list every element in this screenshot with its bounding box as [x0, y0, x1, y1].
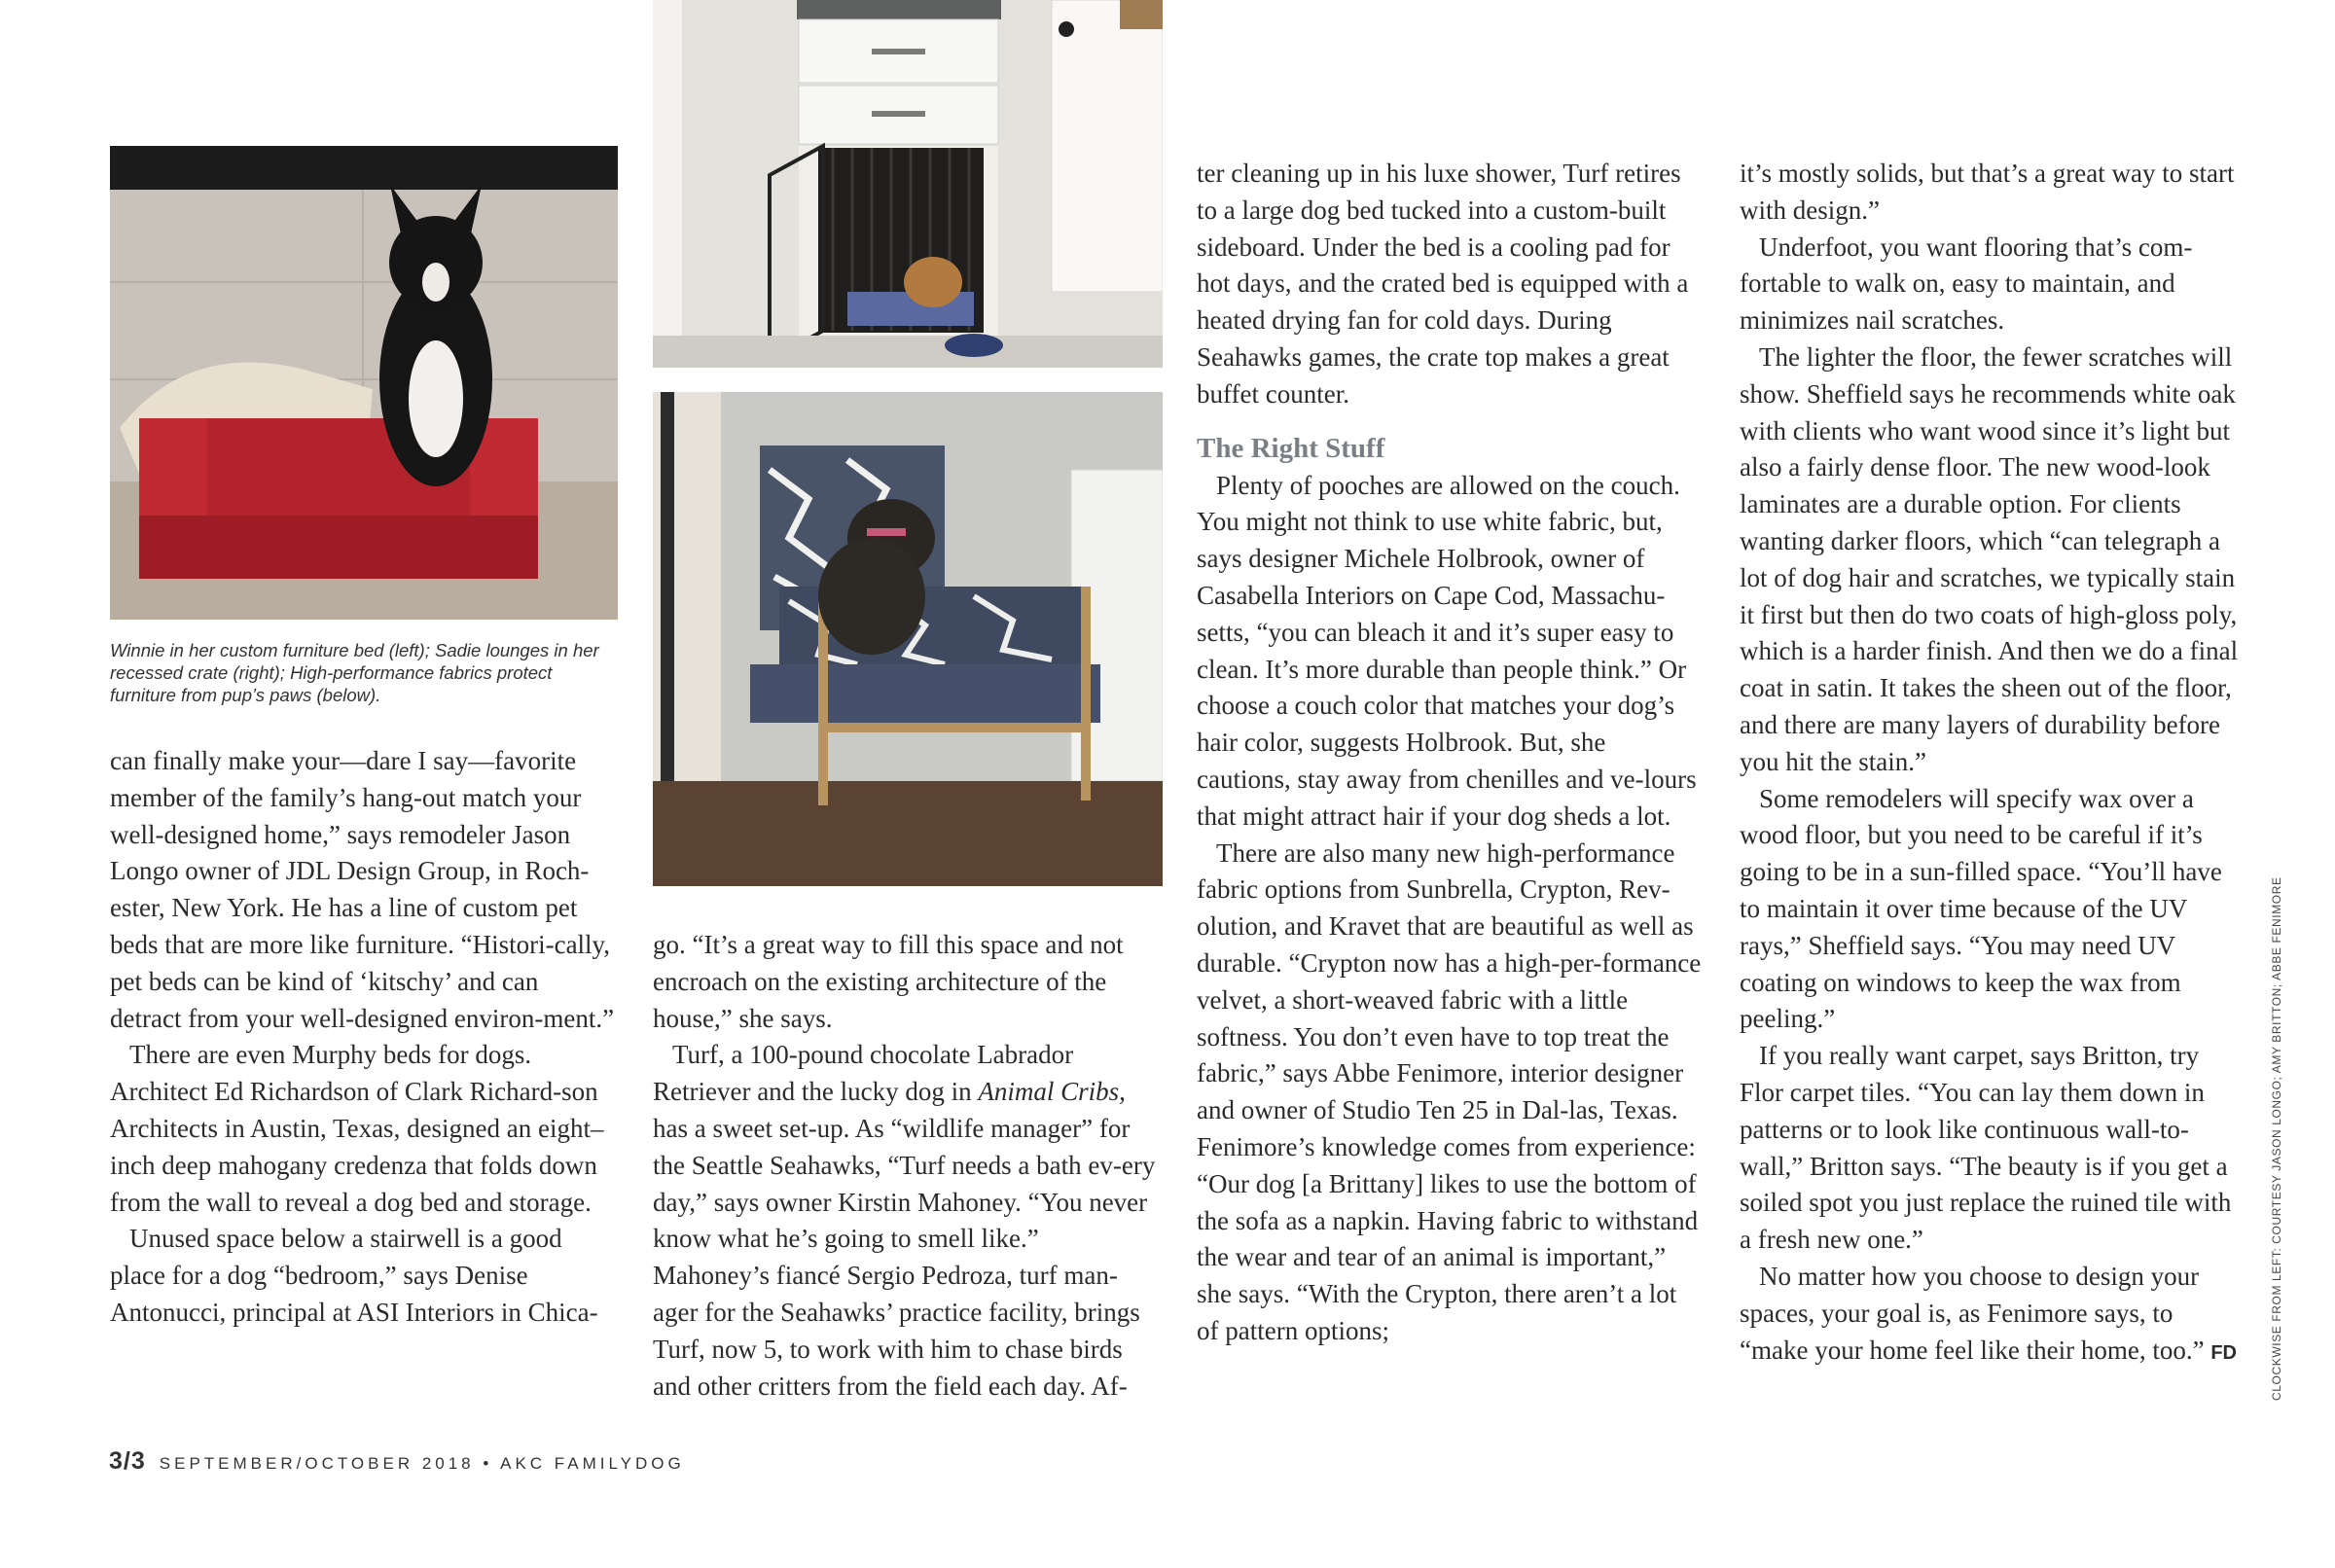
paragraph: go. “It’s a great way to fill this space and not encroach on the existing architecture of the house,” she says.: [653, 930, 1124, 1033]
paragraph: There are also many new high-performance fabric options from Sunbrella, Crypton, Rev-olution, and Kravet that are beautiful as well as durable. “Crypton now has a high-per-formance velvet, a short-weaved fabric with a little softness. You don’t even have to top treat the fabric,” says Abbe Fenimore, interior designer and owner of Studio Ten 25 in Dal-las, Texas. Fenimore’s knowledge comes from experience: “Our dog [a Brittany] likes to use the bottom of the sofa as a napkin. Having fabric to withstand the wear and tear of an animal is important,” she says. “With the Crypton, there aren’t a lot of pattern options;: [1197, 837, 1702, 1345]
paragraph: it’s mostly solids, but that’s a great way to start with design.”: [1740, 159, 2235, 225]
paragraph: ter cleaning up in his luxe shower, Turf retires to a large dog bed tucked into a custom-built sideboard. Under the bed is a cooling pad for hot days, and the crated bed is equipped with a heated drying fan for cold days. During Seahawks games, the crate top makes a great buffet counter.: [1197, 159, 1689, 409]
paragraph: can finally make your—dare I say—favorite member of the family’s hang-out match your well-designed home,” says remodeler Jason Longo owner of JDL Design Group, in Roch-ester, New York. He has a line of custom pet beds that are more like furniture. “Histori-cally, pet beds can be kind of ‘kitschy’ and can detract from your well-designed environ-ment.”: [110, 746, 615, 1033]
paragraph-text: No matter how you choose to design your spaces, your goal is, as Fenimore says, to “make your home feel like their home, too.”: [1740, 1261, 2205, 1365]
photo-winnie-dog-bed: [110, 146, 618, 620]
text-column-2: [653, 927, 1159, 1405]
paragraph: Unused space below a stairwell is a good place for a dog “bedroom,” says Denise Antonucci, principal at ASI Interiors in Chica-: [110, 1224, 598, 1327]
page-number: 3/3: [109, 1447, 146, 1475]
publication-title: Animal Cribs,: [978, 1077, 1126, 1107]
issue-info: SEPTEMBER/OCTOBER 2018 • AKC FAMILYDOG: [159, 1454, 685, 1473]
paragraph: If you really want carpet, says Britton, try Flor carpet tiles. “You can lay them down in patterns or to look like continuous wall-to-wall,” Britton says. “The beauty is if you get a soiled spot you just replace the ruined tile with a fresh new one.”: [1740, 1041, 2232, 1255]
section-heading: The Right Stuff: [1197, 432, 1385, 464]
paragraph: There are even Murphy beds for dogs. Architect Ed Richardson of Clark Richard-son Architects in Austin, Texas, designed an eight–inch deep mahogany credenza that folds down from the wall to reveal a dog bed and storage.: [110, 1040, 604, 1217]
photo-caption: Winnie in her custom furniture bed (left); Sadie lounges in her recessed crate (right); High-performance fabrics protect furniture from pup’s paws (below).: [110, 640, 599, 705]
paragraph: The lighter the floor, the fewer scratches will show. Sheffield says he recommends white oak with clients who want wood since it’s light but also a fairly dense floor. The new wood-look laminates are a durable option. For clients wanting darker floors, which “can telegraph a lot of dog hair and scratches, we typically stain it first but then do two coats of high-gloss poly, which is a harder finish. And then we do a final coat in satin. It takes the sheen out of the floor, and there are many layers of durability before you hit the stain.”: [1740, 341, 2239, 776]
page-footer: [109, 1447, 685, 1476]
text-column-1: [110, 743, 616, 1332]
photo-dog-patterned-chair: [653, 392, 1163, 886]
text-column-4: [1740, 156, 2245, 1372]
paragraph-text: has a sweet set-up. As “wildlife manager” for the Seattle Seahawks, “Turf needs a bath ev-ery day,” says owner Kirstin Mahoney. “You never know what he’s going to smell like.” Mahoney’s fiancé Sergio Pedroza, turf man-ager for the Seahawks’ practice facility, brings Turf, now 5, to work with him to chase birds and other critters from the field each day. Af-: [653, 1113, 1156, 1401]
text-column-3: [1197, 156, 1703, 1350]
paragraph: Plenty of pooches are allowed on the couch. You might not think to use white fabric, but, says designer Michele Holbrook, owner of Casabella Interiors on Cape Cod, Massachu-setts, “you can bleach it and it’s super easy to clean. It’s more durable than people think.” Or choose a couch color that matches your dog’s hair color, suggests Holbrook. But, she cautions, stay away from chenilles and ve-lours that might attract hair if your dog sheds a lot.: [1197, 470, 1697, 831]
paragraph: [653, 1037, 1159, 1405]
paragraph: [1740, 1259, 2245, 1372]
photo-sadie-crate: [653, 0, 1163, 368]
photo-credit: CLOCKWISE FROM LEFT: COURTESY JASON LONGO; AMY BRITTON; ABBE FENIMORE: [2270, 876, 2283, 1401]
paragraph: Some remodelers will specify wax over a wood floor, but you need to be careful if it’s going to be in a sun-filled space. “You’ll have to maintain it over time because of the UV rays,” Sheffield says. “You may need UV coating on windows to keep the wax from peeling.”: [1740, 783, 2222, 1034]
paragraph-text: Turf, a 100-pound chocolate Labrador Retriever and the lucky dog in: [653, 1040, 1074, 1107]
paragraph: Underfoot, you want flooring that’s com-fortable to walk on, easy to maintain, and minimizes nail scratches.: [1740, 232, 2193, 336]
end-mark: FD: [2210, 1341, 2237, 1364]
